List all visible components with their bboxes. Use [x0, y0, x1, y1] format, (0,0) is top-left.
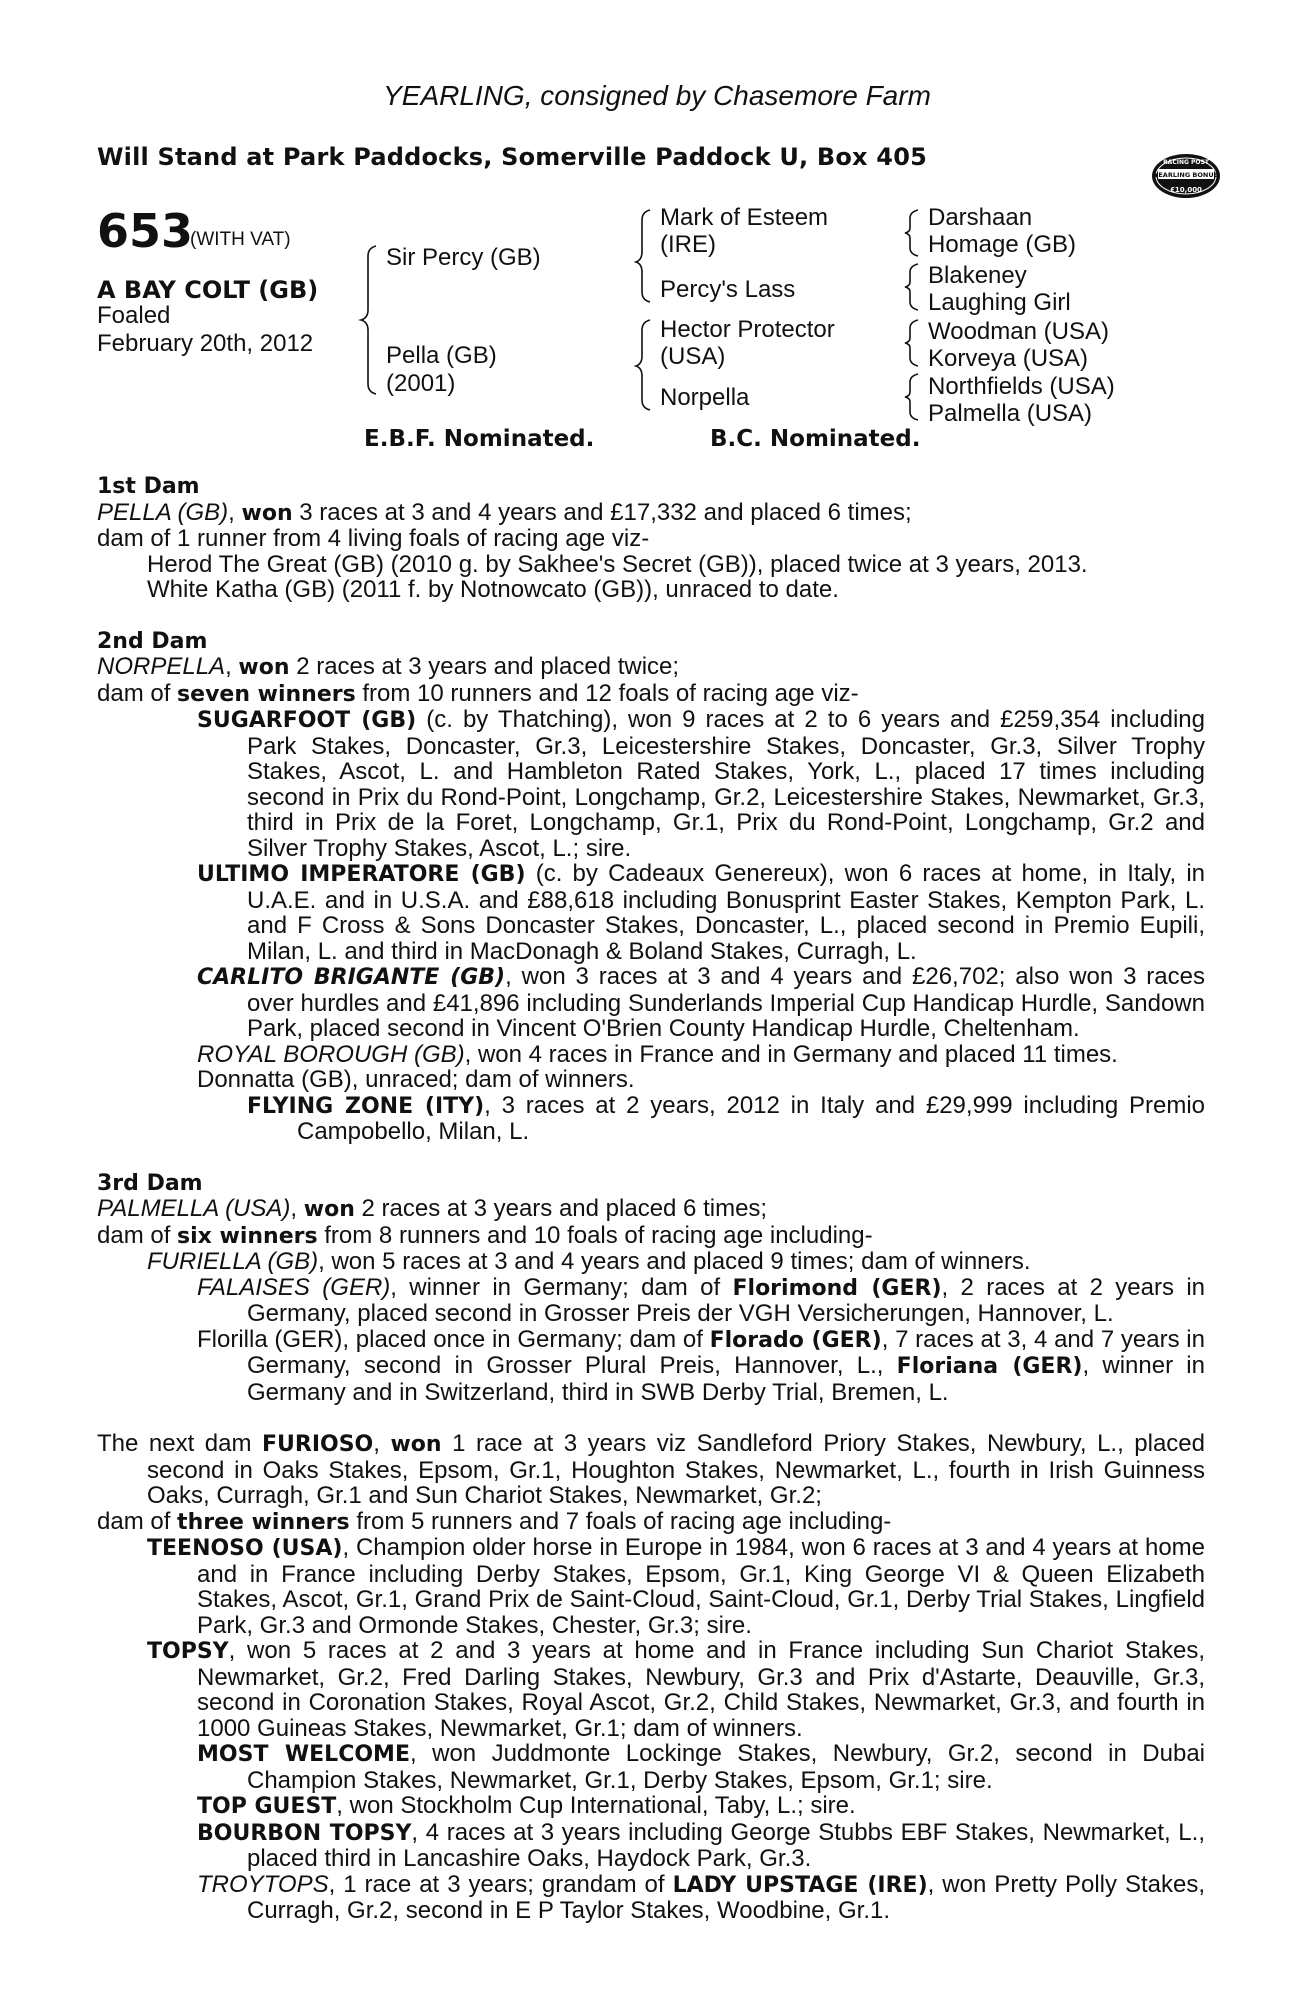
entry-text: , 2 races at 2 years in Germany, placed second in Grosser Preis der VGH Versicherungen, Hannover, L. [247, 1273, 1206, 1327]
sire-name: Sir Percy (GB) [386, 244, 541, 271]
grandsire-1: Mark of Esteem [660, 204, 829, 231]
entry-text: , won 3 races at 3 and 4 years and £26,702; also won 3 races over hurdles and £41,896 including Sunderlands Imperial Cup Handicap Hurdle, Sandown Park, placed second in Vincent O'Brien County Handicap Hurdle, Cheltenham. [247, 963, 1205, 1042]
horse-topsy: TOPSY [147, 1639, 229, 1664]
entry-royal-borough [97, 1042, 1205, 1068]
horse-floriana: Floriana (GER) [896, 1354, 1083, 1379]
entry-flying-zone [97, 1093, 1205, 1145]
third-dam-produce [97, 1223, 1205, 1250]
horse-ultimo-imperatore: ULTIMO IMPERATORE (GB) [197, 862, 526, 887]
second-dam-heading: 2nd Dam [97, 628, 208, 654]
horse-florado: Florado (GER) [709, 1327, 882, 1353]
third-dam-record: PALMELLA (USA), won 2 races at 3 years and placed 6 times; [97, 1195, 768, 1222]
great-granddam-2: Laughing Girl [928, 289, 1071, 316]
entry-teenoso [97, 1535, 1205, 1638]
next-dam-text: 1 race at 3 years viz Sandleford Priory Stakes, Newbury, L., placed second in Oaks Stakes, Epsom, Gr.1, Houghton Stakes, Newmarket, L., fourth in Irish Guinness Oaks, Curragh, Gr.1 and Sun Chariot Stakes, Newmarket, Gr.2; [147, 1430, 1206, 1509]
won-label: won [390, 1432, 442, 1457]
foaled-label: Foaled [97, 302, 171, 329]
great-grandsire-2: Blakeney [928, 262, 1027, 289]
great-granddam-4: Palmella (USA) [928, 400, 1093, 427]
entry-text: , won Juddmonte Lockinge Stakes, Newbury, Gr.2, second in Dubai Champion Stakes, Newmarket, Gr.1, Derby Stakes, Epsom, Gr.1; sire. [247, 1740, 1206, 1794]
horse-sugarfoot: SUGARFOOT (GB) [197, 708, 417, 733]
entry-carlito [97, 964, 1205, 1042]
horse-lady-upstage: LADY UPSTAGE (IRE) [672, 1872, 928, 1898]
entry-text: , won Pretty Polly Stakes, Curragh, Gr.2, second in E P Taylor Stakes, Woodbine, Gr.1. [247, 1870, 1206, 1924]
entry-text: , 4 races at 3 years including George Stubbs EBF Stakes, Newmarket, L., placed third in Lancashire Oaks, Haydock Park, Gr.3. [247, 1818, 1205, 1872]
granddam-1: Percy's Lass [660, 276, 796, 303]
entry-text: , winner in Germany; dam of [390, 1273, 721, 1301]
foaled-date: February 20th, 2012 [97, 330, 314, 357]
winners-count: three winners [177, 1509, 350, 1535]
winners-count: six winners [177, 1223, 318, 1249]
pedigree-brackets [0, 0, 1314, 450]
next-dam-intro: The next dam [97, 1430, 252, 1457]
entry-text: , Champion older horse in Europe in 1984, won 6 races at 3 and 4 years at home and in France including Derby Stakes, Epsom, Gr.1, King George VI & Queen Elizabeth Stakes, Ascot, Gr.1, Grand Prix de Saint-Cloud, Saint-Cloud, Gr.1, Derby Trial Stakes, Lingfield Park, Gr.3 and Ormonde Stakes, Chester, Gr.3; sire. [197, 1534, 1206, 1639]
entry-topsy [97, 1638, 1205, 1741]
entry-sugarfoot [97, 707, 1205, 861]
entry-donnatta: Donnatta (GB), unraced; dam of winners. [197, 1066, 635, 1093]
horse-flying-zone: FLYING ZONE (ITY) [247, 1093, 485, 1119]
horse-florimond: Florimond (GER) [732, 1275, 942, 1301]
grandsire-2: Hector Protector [660, 316, 835, 343]
first-dam-record: PELLA (GB), won 3 races at 3 and 4 years and £17,332 and placed 6 times; [97, 498, 912, 526]
produce-text: dam of [97, 1221, 171, 1249]
third-dam-name: PALMELLA (USA) [97, 1195, 291, 1222]
entry-top-guest [97, 1793, 1205, 1820]
dam-year: (2001) [386, 370, 456, 397]
entry-bourbon-topsy [97, 1820, 1205, 1872]
entry-text: Florilla (GER), placed once in Germany; dam of [197, 1325, 703, 1353]
horse-falaises: FALAISES (GER) [197, 1273, 391, 1301]
produce-text: dam of [97, 1507, 171, 1535]
winners-count: seven winners [177, 681, 356, 707]
entry-text: , won Stockholm Cup International, Taby, L.; sire. [336, 1792, 856, 1819]
lot-number: 653 [97, 204, 194, 258]
next-dam-record: The next dam FURIOSO, won 1 race at 3 years viz Sandleford Priory Stakes, Newbury, L., placed second in Oaks Stakes, Epsom, Gr.1, Houghton Stakes, Newmarket, L., fourth in Irish Guinness Oaks, Curragh, Gr.1 and Sun Chariot Stakes, Newmarket, Gr.2; [97, 1430, 1206, 1509]
horse-furioso: FURIOSO [261, 1432, 374, 1457]
entry-text: , winner in Germany and in Switzerland, third in SWB Derby Trial, Bremen, L. [247, 1352, 1205, 1406]
entry-most-welcome [97, 1741, 1205, 1793]
great-grandsire-1: Darshaan [928, 204, 1033, 231]
entry-ultimo [97, 861, 1205, 964]
catalogue-body [97, 474, 1205, 1924]
stand-location: Will Stand at Park Paddocks, Somerville Paddock U, Box 405 [97, 143, 927, 171]
second-dam-record: NORPELLA, won 2 races at 3 years and placed twice; [97, 653, 680, 680]
badge-mid-text: YEARLING BONUS [1153, 171, 1219, 179]
ebf-nominated: E.B.F. Nominated. [364, 426, 595, 452]
second-dam-name: NORPELLA [97, 653, 226, 680]
entry-text: (c. by Cadeaux Genereux), won 6 races at home, in Italy, in U.A.E. and in U.S.A. and £88,618 including Bonusprint Easter Stakes, Kempton Park, L. and F Cross & Sons Doncaster Stakes, Doncaster, L., placed second in Premio Eupili, Milan, L. and third in MacDonagh & Boland Stakes, Curragh, L. [247, 860, 1206, 965]
entry-text: , 7 races at 3, 4 and 7 years in Germany, second in Grosser Plural Preis, Hannover, L., [247, 1325, 1205, 1379]
horse-most-welcome: MOST WELCOME [197, 1742, 410, 1767]
horse-carlito-brigante: CARLITO BRIGANTE (GB) [197, 965, 506, 990]
won-label: won [238, 655, 290, 680]
foal-white-katha: White Katha (GB) (2011 f. by Notnowcato (GB)), unraced to date. [147, 576, 839, 603]
produce-text: from 5 runners and 7 foals of racing age including- [356, 1507, 892, 1535]
great-granddam-1: Homage (GB) [928, 231, 1077, 258]
lot-name: A BAY COLT (GB) [97, 276, 319, 304]
second-dam-text: 2 races at 3 years and placed twice; [296, 653, 680, 680]
first-dam-name: PELLA (GB) [97, 498, 229, 526]
consignor-title: YEARLING, consigned by Chasemore Farm [383, 80, 931, 111]
horse-bourbon-topsy: BOURBON TOPSY [197, 1820, 412, 1846]
vat-label: (WITH VAT) [190, 229, 291, 250]
entry-text: , won 4 races in France and in Germany and placed 11 times. [464, 1040, 1118, 1068]
third-dam-heading: 3rd Dam [97, 1170, 203, 1196]
horse-royal-borough: ROYAL BOROUGH (GB) [197, 1040, 465, 1068]
dam-name: Pella (GB) [386, 342, 497, 369]
entry-text: , won 5 races at 2 and 3 years at home and in France including Sun Chariot Stakes, Newmarket, Gr.2, Fred Darling Stakes, Newbury, Gr.3 and Prix d'Astarte, Deauville, Gr.3, second in Coronation Stakes, Royal Ascot, Gr.2, Child Stakes, Newmarket, Gr.3, and fourth in 1000 Guineas Stakes, Newmarket, Gr.1; dam of winners. [197, 1637, 1205, 1742]
great-grandsire-3: Woodman (USA) [928, 318, 1109, 345]
horse-furiella: FURIELLA (GB) [147, 1248, 319, 1275]
entry-florilla [97, 1327, 1205, 1406]
produce-text: dam of [97, 679, 171, 707]
first-dam-produce: dam of 1 runner from 4 living foals of racing age viz- [97, 525, 650, 552]
entry-text: , won 5 races at 3 and 4 years and placed 9 times; dam of winners. [318, 1248, 1031, 1275]
won-label: won [303, 1197, 355, 1222]
entry-text: , 1 race at 3 years; grandam of [328, 1870, 665, 1898]
badge-amount: £10,000 [1170, 186, 1202, 194]
grandsire-2-country: (USA) [660, 343, 726, 370]
won-label: won [241, 500, 293, 526]
second-dam-produce [97, 681, 1205, 708]
badge-top-text: RACING POST [1163, 159, 1209, 166]
produce-text: from 10 runners and 12 foals of racing age viz- [362, 679, 859, 707]
granddam-2: Norpella [660, 384, 750, 411]
horse-troytops: TROYTOPS [197, 1870, 329, 1898]
first-dam-heading: 1st Dam [97, 474, 200, 499]
foal-herod: Herod The Great (GB) (2010 g. by Sakhee's Secret (GB)), placed twice at 3 years, 2013. [147, 550, 1088, 578]
horse-top-guest: TOP GUEST [197, 1794, 337, 1819]
entry-text: , 3 races at 2 years, 2012 in Italy and £29,999 including Premio Campobello, Milan, L. [297, 1091, 1205, 1145]
produce-text: from 8 runners and 10 foals of racing age including- [324, 1221, 873, 1249]
first-dam-text: 3 races at 3 and 4 years and £17,332 and placed 6 times; [299, 498, 912, 526]
bc-nominated: B.C. Nominated. [710, 426, 921, 452]
third-dam-text: 2 races at 3 years and placed 6 times; [361, 1195, 768, 1222]
entry-furiella [97, 1249, 1205, 1275]
entry-falaises [97, 1275, 1205, 1327]
great-grandsire-4: Northfields (USA) [928, 373, 1115, 400]
next-dam-produce [97, 1509, 1205, 1536]
grandsire-1-country: (IRE) [660, 231, 716, 258]
great-granddam-3: Korveya (USA) [928, 345, 1089, 372]
entry-text: (c. by Thatching), won 9 races at 2 to 6 years and £259,354 including Park Stakes, Doncaster, Gr.3, Leicestershire Stakes, Doncaster, Gr.3, Silver Trophy Stakes, Ascot, L. and Hambleton Rated Stakes, York, L., placed 17 times including second in Prix du Rond-Point, Longchamp, Gr.2, Leicestershire Stakes, Newmarket, Gr.3, third in Prix de la Foret, Longchamp, Gr.1, Prix du Rond-Point, Longchamp, Gr.2 and Silver Trophy Stakes, Ascot, L.; sire. [247, 706, 1205, 862]
horse-teenoso: TEENOSO (USA) [147, 1536, 343, 1561]
entry-troytops [97, 1872, 1205, 1924]
